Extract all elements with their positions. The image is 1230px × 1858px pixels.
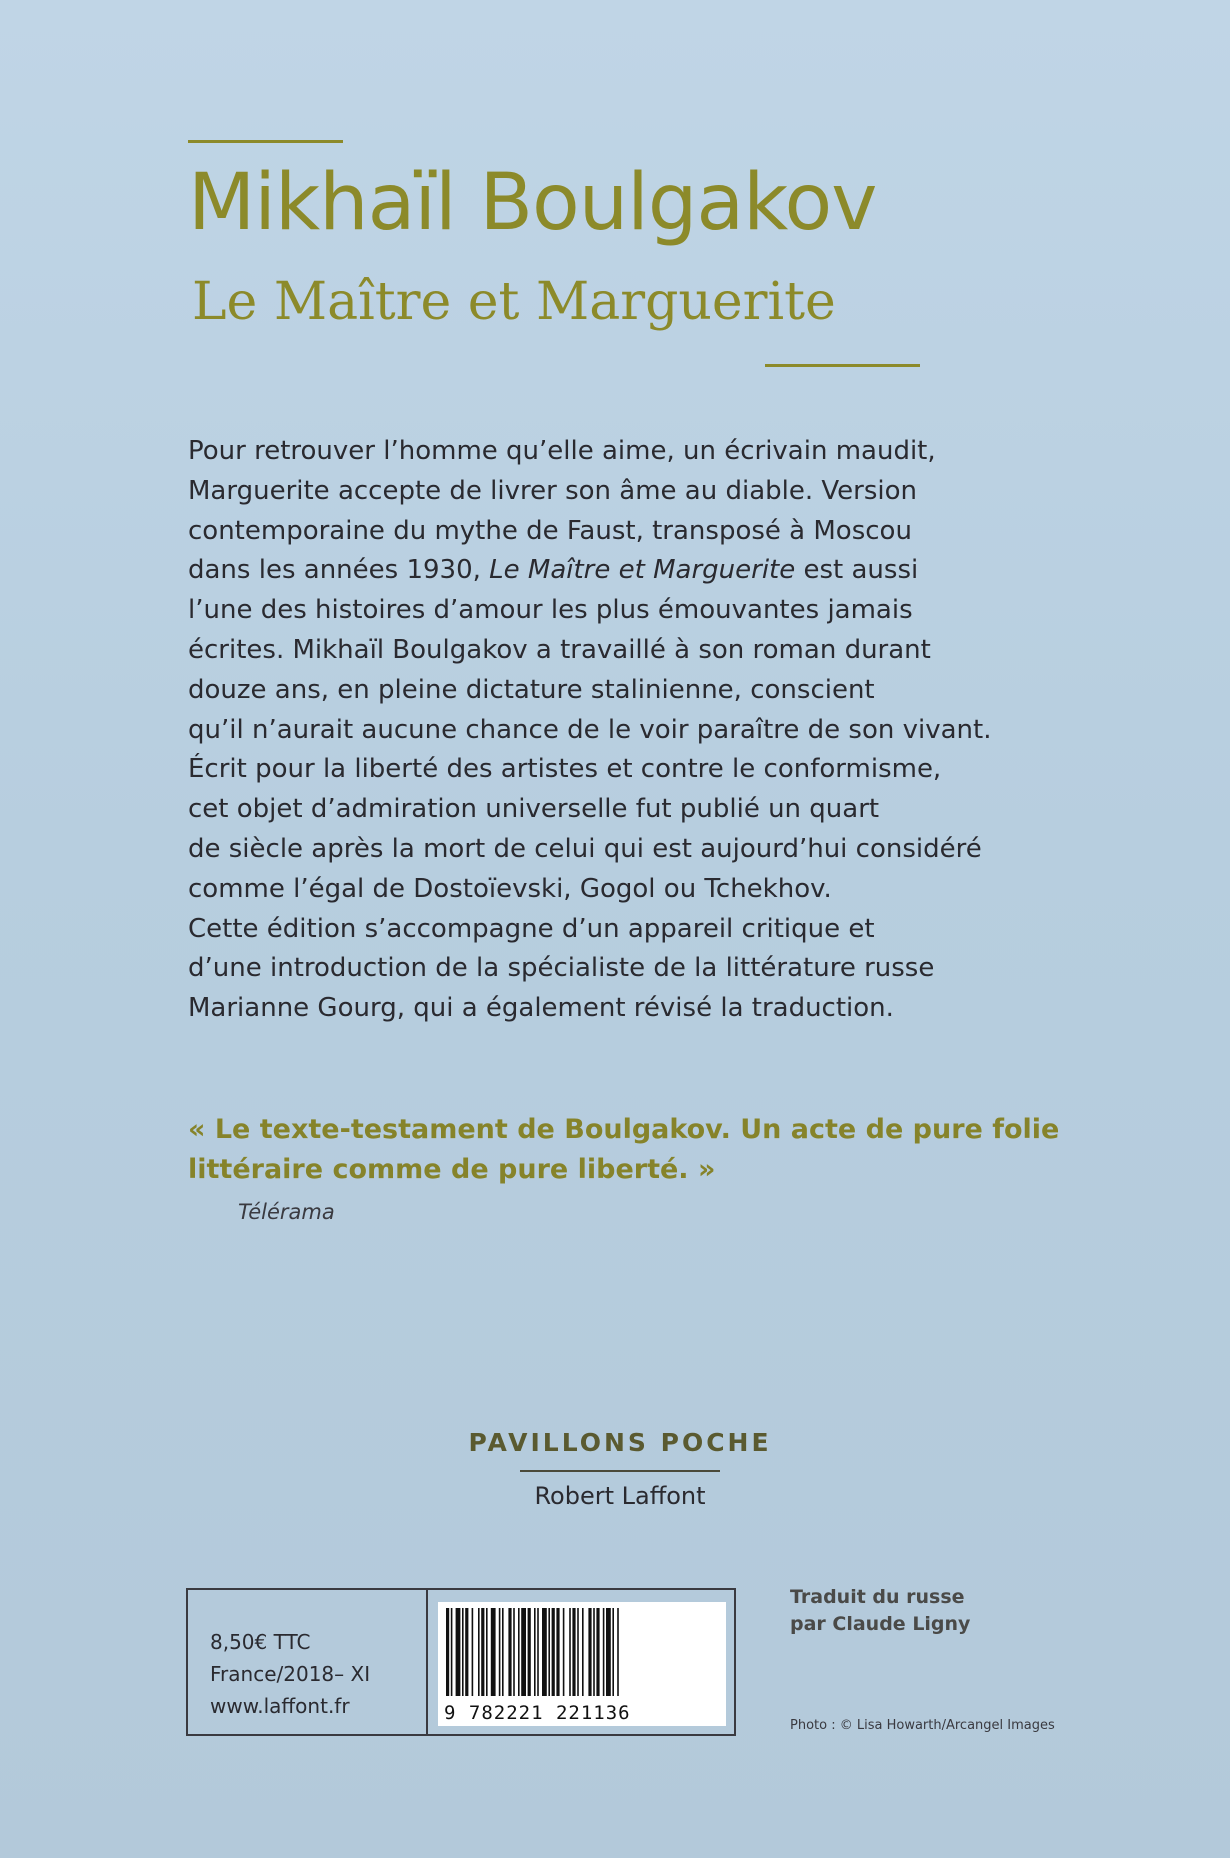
translator-credit (790, 1584, 970, 1638)
blurb-line: d’une introduction de la spécialiste de la littérature russe (188, 953, 935, 984)
barcode-bar (465, 1608, 468, 1696)
price-info (210, 1626, 370, 1722)
blurb-line: Marianne Gourg, qui a également révisé la traduction. (188, 993, 894, 1024)
blurb-line: l’une des histoires d’amour les plus émouvantes jamais (188, 595, 913, 626)
quote-source: Télérama (238, 1200, 335, 1224)
barcode-bar (596, 1608, 599, 1696)
price: 8,50€ TTC (210, 1630, 311, 1654)
photo-credit: Photo : © Lisa Howarth/Arcangel Images (790, 1718, 1055, 1733)
barcode-bar (518, 1608, 520, 1696)
barcode-bar (588, 1608, 591, 1696)
barcode-bar (478, 1608, 480, 1696)
barcode-bar (603, 1608, 605, 1696)
blurb-line: cet objet d’admiration universelle fut publié un quart (188, 794, 880, 825)
barcode-bar (446, 1608, 449, 1696)
blurb-line: Écrit pour la liberté des artistes et contre le conformisme, (188, 754, 942, 785)
isbn-number: 9 782221 221136 (444, 1702, 631, 1724)
barcode-bar (462, 1608, 464, 1696)
barcode-bar (548, 1608, 550, 1696)
blurb-line: dans les années 1930, Le Maître et Marguerite est aussi (188, 555, 919, 586)
barcode-bar (486, 1608, 488, 1696)
barcode-bar (534, 1608, 536, 1696)
barcode-bar (508, 1608, 511, 1696)
barcode-bar (456, 1608, 461, 1696)
top-decorative-rule (188, 140, 343, 143)
blurb-line: Pour retrouver l’homme qu’elle aime, un écrivain maudit, (188, 436, 936, 466)
barcode-bar (606, 1608, 611, 1696)
barcode-bar (569, 1608, 571, 1696)
blurb-line: douze ans, en pleine dictature stalinienne, conscient (188, 674, 875, 705)
book-title: Le Maître et Marguerite (192, 272, 836, 332)
barcode-bar (556, 1608, 559, 1696)
barcode-bar (577, 1608, 579, 1696)
barcode-bar (451, 1608, 453, 1696)
barcode-bar (563, 1608, 565, 1696)
title-underline-rule (765, 364, 920, 367)
blurb-line: comme l’égal de Dostoïevski, Gogol ou Tchekhov. (188, 873, 832, 904)
barcode-bar (502, 1608, 504, 1696)
barcode-bar (521, 1608, 526, 1696)
barcode (438, 1602, 726, 1726)
quote-line: « Le texte-testament de Boulgakov. Un acte de pure folie (188, 1114, 1060, 1145)
blurb-paragraph (188, 432, 1088, 1029)
edition-info: France/2018– XI (210, 1662, 371, 1686)
collection-rule (520, 1470, 720, 1472)
blurb-line: Marguerite accepte de livrer son âme au diable. Version (188, 475, 918, 506)
barcode-bar (552, 1608, 555, 1696)
collection-name: PAVILLONS POCHE (468, 1428, 772, 1457)
barcode-bar (617, 1608, 619, 1696)
translator-line: par Claude Ligny (790, 1613, 971, 1635)
barcode-bar (572, 1608, 575, 1696)
barcode-bar (612, 1608, 614, 1696)
barcode-bar (528, 1608, 531, 1696)
barcode-bar (472, 1608, 474, 1696)
barcode-bar (499, 1608, 501, 1696)
translator-line: Traduit du russe (790, 1586, 965, 1608)
blurb-line: qu’il n’aurait aucune chance de le voir paraître de son vivant. (188, 714, 992, 745)
blurb-line: écrites. Mikhaïl Boulgakov a travaillé à son roman durant (188, 634, 931, 665)
blurb-line: Cette édition s’accompagne d’un appareil critique et (188, 913, 875, 944)
barcode-bar (537, 1608, 539, 1696)
author-name: Mikhaïl Boulgakov (188, 158, 877, 248)
barcode-bar (481, 1608, 484, 1696)
quote-line: littéraire comme de pure liberté. » (188, 1154, 716, 1185)
blurb-title-italic: Le Maître et Marguerite (489, 555, 796, 586)
publisher-name: Robert Laffont (534, 1482, 706, 1510)
website: www.laffont.fr (210, 1694, 350, 1718)
box-divider (426, 1590, 428, 1734)
barcode-bar (513, 1608, 515, 1696)
barcode-bar (491, 1608, 496, 1696)
barcode-bar (542, 1608, 547, 1696)
blurb-line: de siècle après la mort de celui qui est aujourd’hui considéré (188, 833, 982, 864)
barcode-bar (582, 1608, 584, 1696)
barcode-bar (593, 1608, 595, 1696)
barcode-bars-icon (446, 1608, 718, 1700)
press-quote (188, 1110, 1108, 1190)
blurb-line: contemporaine du mythe de Faust, transposé à Moscou (188, 515, 912, 546)
price-barcode-box (186, 1588, 736, 1736)
